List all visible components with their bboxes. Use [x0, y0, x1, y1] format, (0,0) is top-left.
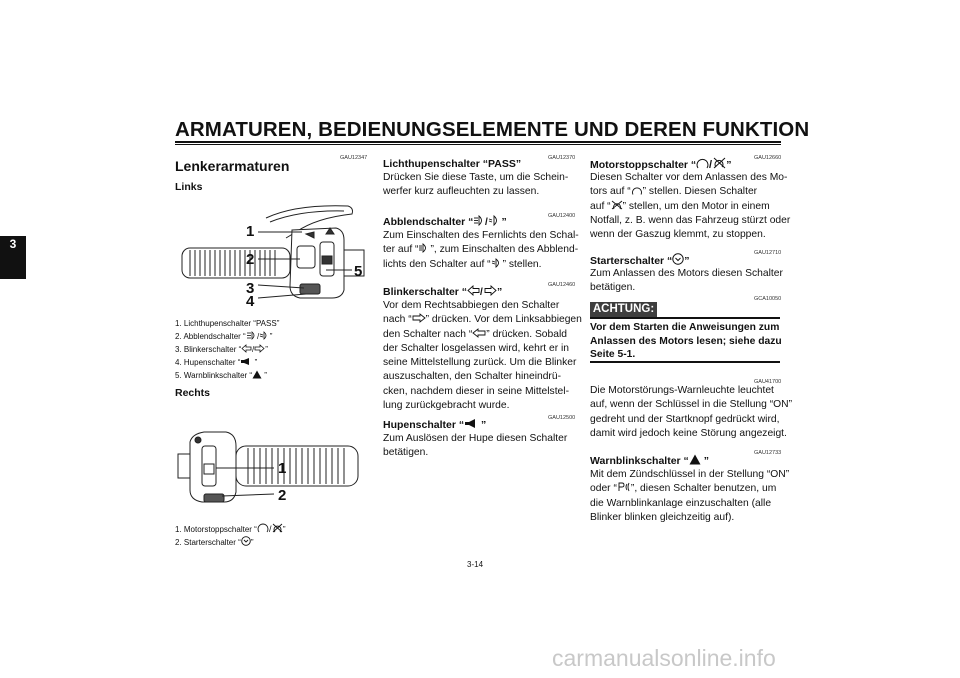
text-line: betätigen.	[590, 282, 636, 294]
right-turn-icon	[412, 313, 426, 323]
text-fragment: ” stellen. Diesen Schalter	[642, 186, 758, 198]
caption-text: ”	[262, 371, 267, 380]
caption-left-5	[175, 369, 267, 382]
left-handlebar-illustration	[176, 198, 366, 310]
ref-code: GAU12500	[548, 415, 576, 421]
high-low-beam-icon	[246, 331, 270, 340]
starter-icon	[241, 536, 251, 546]
heading-hazard	[590, 454, 709, 468]
paragraph-starter	[590, 267, 783, 296]
engine-stop-icon	[257, 523, 283, 533]
ref-code: GAU12733	[754, 450, 782, 456]
text-line	[590, 185, 790, 199]
text-line: Zum Einschalten des Fernlichts den Schal-	[383, 230, 579, 241]
ref-code: GAU41700	[754, 379, 782, 385]
text-fragment: ter auf “	[383, 244, 419, 256]
svg-text:/: /	[480, 287, 483, 296]
text-fragment: nach “	[383, 314, 412, 326]
heading-text: ”	[478, 419, 487, 431]
caution-rule-bottom	[590, 361, 780, 363]
text-line: auszuschalten, den Schalter hineindrü-	[383, 371, 562, 383]
caption-left-4	[175, 356, 257, 369]
text-line	[590, 482, 789, 496]
heading-text: ”	[684, 255, 690, 267]
text-fragment: ”, diesen Schalter benutzen, um	[630, 483, 777, 495]
caption-text: 1. Motorstoppschalter “	[175, 525, 257, 534]
heading-text: ”	[497, 286, 503, 298]
text-fragment: tors auf “	[590, 186, 631, 198]
horn-icon	[464, 418, 478, 429]
text-fragment: lichts den Schalter auf “	[383, 258, 491, 270]
text-line: werfer kurz aufleuchten zu lassen.	[383, 186, 540, 198]
paragraph-engine-stop	[590, 171, 790, 242]
caption-text: ”	[265, 345, 268, 354]
ref-code: GAU12660	[754, 155, 782, 161]
text-fragment: ” drücken. Vor dem Linksabbiegen	[425, 314, 582, 326]
caption-text: 4. Hupenschalter “	[175, 358, 241, 367]
section-title: Lenkerarmaturen	[175, 158, 290, 174]
ref-code: GAU12460	[548, 282, 576, 288]
heading-text: ”	[700, 455, 709, 467]
horn-icon	[240, 357, 252, 366]
text-line: Die Motorstörungs-Warnleuchte leuchtet	[590, 385, 774, 396]
text-line	[383, 328, 582, 342]
text-line: seine Mittelstellung zurück. Um die Blinker	[383, 357, 577, 369]
ref-code: GAU12347	[340, 155, 368, 161]
text-line: Blinker blinken gleichzeitig auf).	[590, 511, 735, 523]
text-line: Vor dem Starten die Anweisungen zum	[590, 322, 780, 333]
heading-text: ”	[501, 216, 507, 228]
text-line: Zum Auslösen der Hupe diesen Schalter	[383, 433, 568, 444]
text-line: wenn der Gaszug klemmt, zu stoppen.	[590, 229, 766, 241]
low-beam-icon	[491, 258, 503, 268]
text-line: die Warnblinkanlage einzuschalten (alle	[590, 497, 772, 509]
heading-text: Blinkerschalter “	[383, 286, 468, 298]
caption-text: ”	[250, 538, 254, 547]
text-line	[590, 200, 790, 214]
text-line: Drücken Sie diese Taste, um die Schein-	[383, 172, 569, 183]
svg-text:/: /	[485, 217, 489, 226]
callout-1: 1	[246, 223, 255, 240]
callout-4: 4	[246, 293, 255, 310]
header-rule	[175, 141, 781, 143]
text-line: Seite 5-1.	[590, 349, 636, 360]
chapter-number: 3	[9, 237, 17, 251]
heading-text: Hupenschalter “	[383, 419, 465, 431]
caption-text: 2. Abblendschalter “	[175, 332, 246, 341]
ref-code: GAU12370	[548, 155, 576, 161]
caution-rule-top	[590, 317, 780, 319]
caption-right-1	[175, 523, 285, 536]
svg-text:/: /	[252, 345, 255, 353]
heading-text: Motorstoppschalter “	[590, 159, 697, 171]
caption-text: 3. Blinkerschalter “	[175, 345, 242, 354]
paragraph-horn	[383, 432, 567, 461]
text-line: der Schalter losgelassen wird, kehrt er in	[383, 342, 570, 354]
parking-icon	[617, 482, 631, 492]
callout-3: 3	[246, 280, 255, 297]
ref-code: GCA10050	[754, 296, 782, 302]
text-line: Anlassen des Motors lesen; siehe dazu	[590, 335, 782, 347]
caption-left-3	[175, 343, 268, 356]
text-line	[383, 258, 579, 272]
text-fragment: auf “	[590, 200, 611, 212]
text-fragment: ” stellen.	[502, 258, 542, 270]
stop-icon	[611, 200, 623, 210]
text-line: Diesen Schalter vor dem Anlassen des Mo-	[590, 172, 788, 183]
paragraph-dimmer	[383, 229, 579, 272]
hazard-icon	[689, 454, 701, 465]
high-low-beam-icon	[473, 215, 501, 226]
text-line: gedreht und der Startknopf gedrückt wird,	[590, 413, 780, 425]
text-line: auf, wenn der Schlüssel in die Stellung “ON”	[590, 399, 793, 411]
heading-text: Abblendschalter “	[383, 216, 474, 228]
text-fragment: ”, zum Einschalten des Abblend-	[430, 244, 579, 256]
ref-code: GAU12710	[754, 250, 782, 256]
page-title: ARMATUREN, BEDIENUNGSELEMENTE UND DEREN FUNKTION	[175, 118, 810, 141]
heading-engine-stop	[590, 157, 731, 172]
starter-icon	[672, 253, 684, 265]
hazard-icon	[252, 370, 262, 379]
text-fragment: oder “	[590, 483, 617, 495]
caption-text: 2. Starterschalter “	[175, 538, 241, 547]
caption-text: ”	[269, 332, 273, 341]
svg-text:/: /	[268, 524, 272, 533]
text-fragment: ” drücken. Sobald	[486, 328, 568, 340]
text-line	[383, 243, 579, 257]
left-turn-icon	[472, 328, 486, 338]
paragraph-fault-lamp	[590, 384, 792, 441]
heading-flash-switch: Lichthupenschalter “PASS”	[383, 158, 522, 170]
svg-text:/: /	[256, 332, 259, 340]
turn-signal-icon	[241, 344, 265, 353]
text-line: Notfall, z. B. wenn das Fahrzeug stürzt oder	[590, 214, 791, 226]
caption-text: 5. Warnblinkschalter “	[175, 371, 253, 380]
heading-text: ”	[726, 159, 732, 171]
watermark: carmanualsonline.info	[552, 645, 776, 671]
text-line: lung zurückgebracht wurde.	[383, 400, 510, 412]
callout-2: 2	[278, 487, 287, 504]
caption-text: ”	[252, 358, 258, 367]
caution-text	[590, 321, 782, 362]
right-handlebar-illustration	[176, 412, 366, 518]
text-line: damit wird jedoch keine Störung angezeigt.	[590, 427, 787, 439]
callout-2: 2	[246, 251, 255, 268]
high-beam-icon	[418, 243, 430, 253]
heading-horn-switch	[383, 418, 486, 432]
page-number: 3-14	[467, 560, 484, 569]
links-label: Links	[175, 181, 203, 193]
text-line: Zum Anlassen des Motors diesen Schalter	[590, 268, 783, 279]
text-line: Mit dem Zündschlüssel in der Stellung “ON”	[590, 469, 790, 480]
caption-left-2	[175, 330, 272, 343]
text-line: betätigen.	[383, 447, 429, 459]
paragraph-hazard	[590, 468, 789, 525]
text-line	[383, 313, 582, 327]
header-rule-thin	[175, 144, 781, 145]
svg-text:/: /	[709, 159, 713, 169]
run-icon	[631, 185, 643, 195]
paragraph-turn-signal	[383, 299, 582, 413]
heading-turn-signal	[383, 285, 502, 299]
text-fragment: ” stellen, um den Motor in einem	[622, 200, 770, 212]
text-line: Vor dem Rechtsabbiegen den Schalter	[383, 300, 560, 311]
caption-left-1	[175, 317, 279, 330]
text-line: cken, nachdem dieser in seine Mittelstel-	[383, 385, 570, 397]
rechts-label: Rechts	[175, 387, 211, 399]
caption-text: ”	[282, 525, 286, 534]
callout-1: 1	[278, 460, 287, 477]
callout-5: 5	[354, 263, 363, 280]
turn-signal-icon	[467, 285, 497, 296]
ref-code: GAU12400	[548, 213, 576, 219]
engine-stop-icon	[696, 157, 726, 169]
heading-dimmer-switch	[383, 215, 507, 229]
heading-text: Starterschalter “	[590, 255, 673, 267]
paragraph-flash	[383, 171, 568, 200]
caption-text: 1. Lichthupenschalter “PASS”	[175, 319, 280, 328]
heading-starter	[590, 253, 690, 268]
caution-badge: ACHTUNG:	[590, 302, 657, 317]
text-fragment: den Schalter nach “	[383, 328, 473, 340]
caption-right-2	[175, 536, 253, 549]
heading-text: Warnblinkschalter “	[590, 455, 689, 467]
